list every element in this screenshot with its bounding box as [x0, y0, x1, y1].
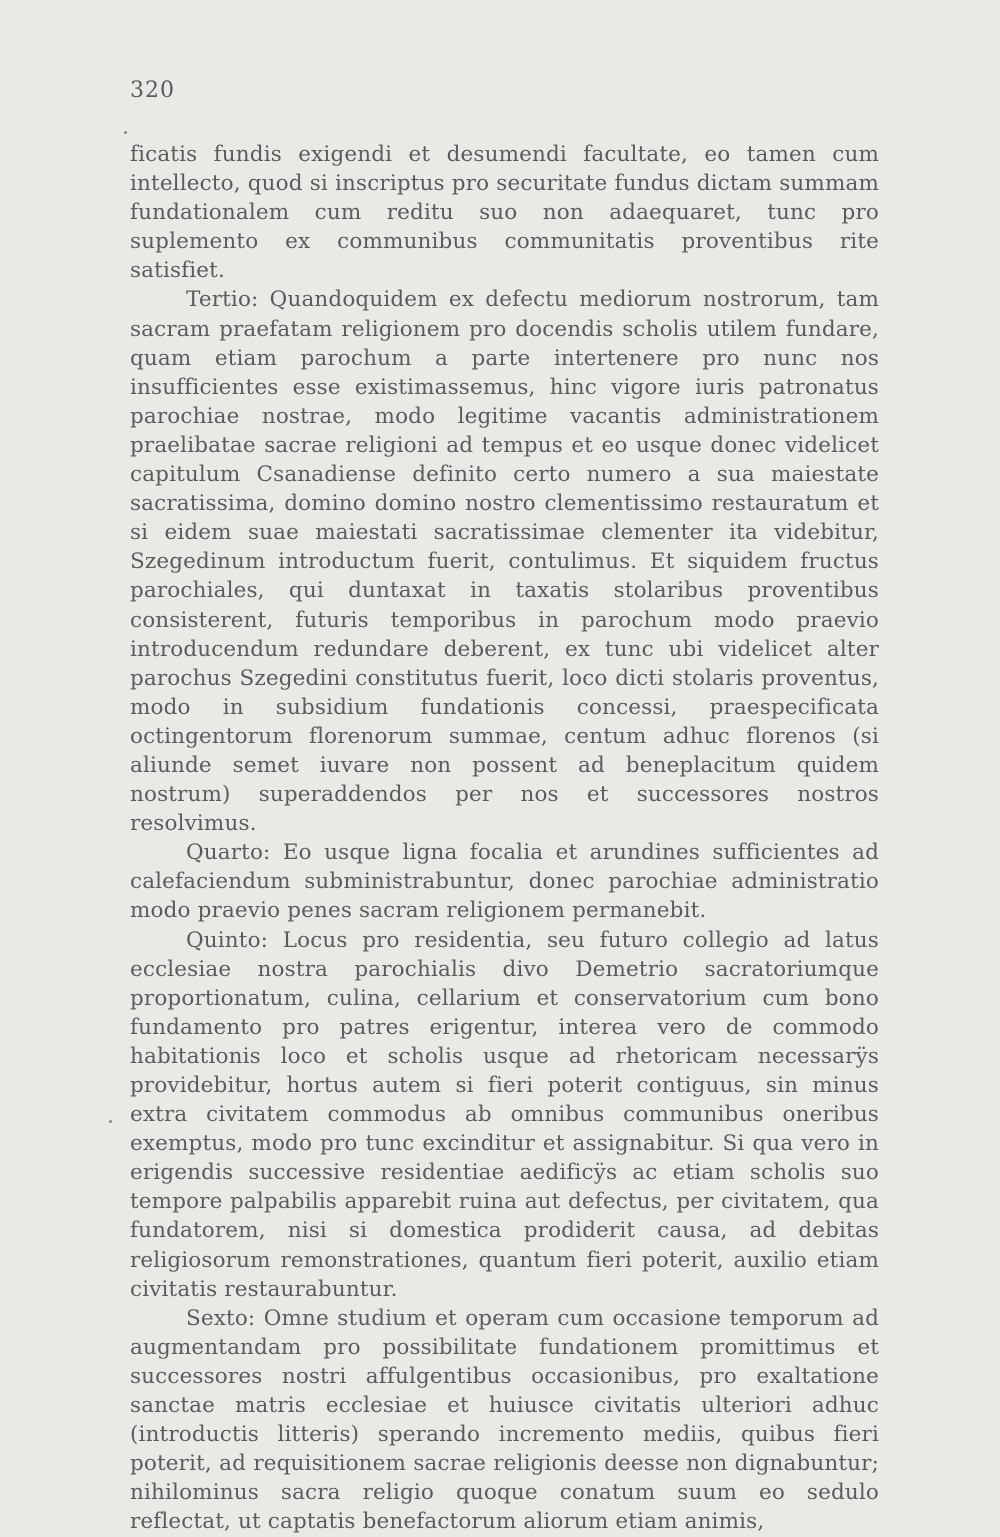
paragraph-tertio: Tertio: Quandoquidem ex defectu mediorum nostrorum, tam sacram praefatam religionem pro docendis scholis utilem fundare, quam etiam parochum a parte intertenere pro nunc nos insufficientes esse existimassemus, hinc vigore iuris patronatus parochiae nostrae, modo legitime vacantis administrationem praelibatae sacrae religioni ad tempus et eo usque donec videlicet capitulum Csanadiense definito certo numero a sua maiestate sacratissima, domino domino nostro clementissimo restauratum et si eidem suae maiestati sacratissimae clementer ita videbitur, Szegedinum introductum fuerit, contulimus. Et siquidem fructus parochiales, qui duntaxat in taxatis stolaribus proventibus consisterent, futuris temporibus in parochum modo praevio introducendum redundare deberent, ex tunc ubi videlicet alter parochus Szegedini constitutus fuerit, loco dicti stolaris proventus, modo in subsidium fundationis concessi, praespecificata octingentorum florenorum summae, centum adhuc florenos (si aliunde semet iuvare non possent ad beneplacitum quidem nostrum) superaddendos per nos et successores nostros resolvimus.: [130, 287, 879, 837]
paragraph-sexto: Sexto: Omne studium et operam cum occasione temporum ad augmentandam pro possibilitate fundationem promittimus et successores nostri affulgentibus occasionibus, pro exaltatione sanctae matris ecclesiae et huiusce civitatis ulteriori adhuc (introductis litteris) sperando incremento mediis, quibus fieri poterit, ad requisitionem sacrae religionis deesse non dignabuntur; nihilominus sacra religio quoque conatum suum eo sedulo reflectat, ut captatis benefactorum aliorum etiam animis,: [130, 1305, 879, 1535]
page-number: 320: [130, 78, 175, 103]
paragraph-quinto: Quinto: Locus pro residentia, seu futuro collegio ad latus ecclesiae nostra parochialis divo Demetrio sacratoriumque proportionatum, culina, cellarium et conservatorium cum bono fundamento pro patres erigentur, interea vero de commodo habitationis loco et scholis usque ad rhetoricam necessarÿs providebitur, hortus autem si fieri poterit contiguus, sin minus extra civitatem commodus ab omnibus communibus oneribus exemptus, modo pro tunc excinditur et assignabitur. Si qua vero in erigendis successive residentiae aedificÿs ac etiam scholis suo tempore palpabilis apparebit ruina aut defectus, per civitatem, qua fundatorem, nisi si domestica prodiderit causa, ad debitas religiosorum remonstrationes, quantum fieri poterit, auxilio etiam civitatis restaurabuntur.: [130, 927, 879, 1302]
paragraph-continuation: ficatis fundis exigendi et desumendi facultate, eo tamen cum intellecto, quod si inscriptus pro securitate fundus dictam summam fundationalem cum reditu suo non adaequaret, tunc pro suplemento ex communibus communitatis proventibus rite satisfiet.: [130, 142, 879, 284]
speck-mark: [124, 131, 127, 134]
paragraph-quarto: Quarto: Eo usque ligna focalia et arundines sufficientes ad calefaciendum subministrabuntur, donec parochiae administratio modo praevio penes sacram religionem permanebit.: [130, 840, 879, 924]
body-text: [130, 140, 879, 1537]
speck-mark: [109, 1120, 112, 1123]
